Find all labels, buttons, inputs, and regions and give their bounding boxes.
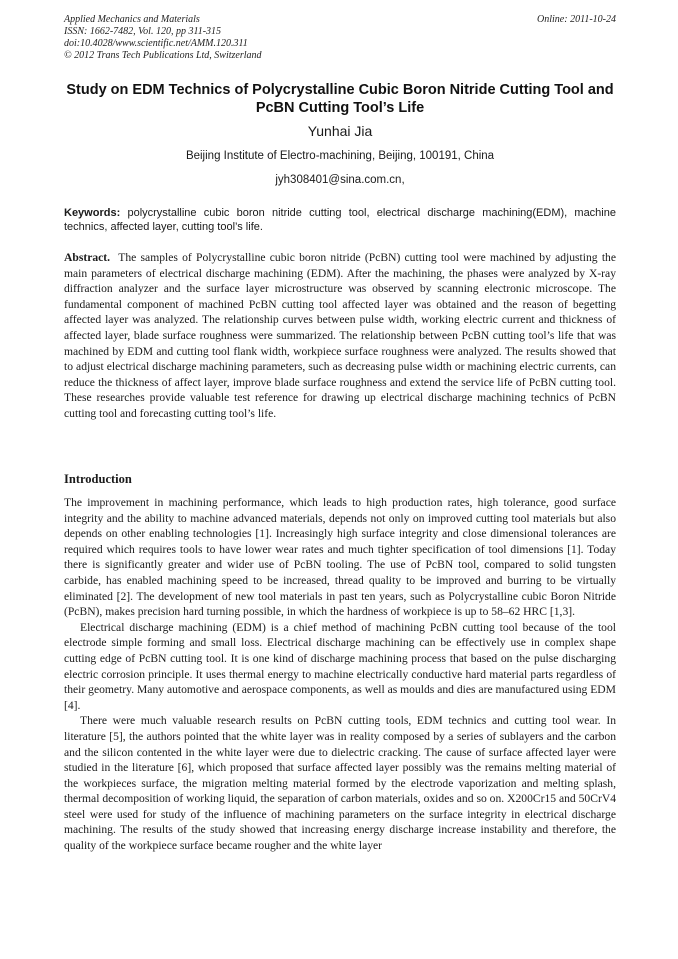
keywords-label: Keywords: [64,207,121,219]
copyright-line: © 2012 Trans Tech Publications Ltd, Switzerland [64,50,262,61]
paragraph: Electrical discharge machining (EDM) is a chief method of machining PcBN cutting tool because of the tool electrode simple forming and small loss. Electrical discharge machining can be effectively use in complex shape cutting edge of PcBN cutting tool. It is one kind of discharge machining process that based on the pulse discharging electric corrosion principle. It uses thermal energy to machine electrically conductive hard material parts regardless of their geometry. Many automotive and aerospace components, as well as moulds and dies are manufactured using EDM [4]. [64,620,616,712]
introduction-body [64,495,616,854]
keywords-text: polycrystalline cubic boron nitride cutting tool, electrical discharge machining(EDM), machine technics, affected layer, cutting tool’s life. [64,207,616,233]
author-email: jyh308401@sina.com.cn, [275,174,405,186]
keywords-block [64,206,616,234]
author-affiliation: Beijing Institute of Electro-machining, Beijing, 100191, China [185,150,495,162]
paragraph: There were much valuable research results on PcBN cutting tools, EDM technics and cutting tool wear. In literature [5], the authors pointed that the white layer was in reality composed by a series of sublayers and the carbon and the silicon contented in the white layer were due to dielectric cracking. The cause of surface affected layer were studied in the literature [6], which proposed that surface affected layer possibly was the remains melting material of the workpieces surface, the migration melting material formed by the electrode vaporization and melting splash, thermal decomposition of working liquid, the separation of carbon materials, oxides and so on. X200Cr15 and 50CrV4 steel were used for study of the influence of machining parameters on the surface integrity in electrical discharge machining. The results of the study showed that increasing energy discharge increase instability and therefore, the quality of the workpiece surface became rougher and the white layer [64,714,616,853]
online-date: Online: 2011-10-24 [537,14,616,25]
doi-line: doi:10.4028/www.scientific.net/AMM.120.311 [64,38,248,49]
journal-header [64,14,616,62]
abstract-text: The samples of Polycrystalline cubic boron nitride (PcBN) cutting tool were machined by adjusting the main parameters of electrical discharge machining (EDM). After the machining, the phases were analyzed by X-ray diffraction analyzer and the surface layer microstructure was observed by scanning electronic microscope. The fundamental component of machined PcBN cutting tool affected layer was obtained and the reason of begetting affected layer was analyzed. The relationship curves between pulse width, working electric current and thickness of affected layer, blade surface roughness were summarized. The relationship between PcBN cutting tool’s life that was machined by EDM and cutting tool flank width, workpiece surface roughness were analyzed. The results showed that to adjust electrical discharge machining parameters, such as decreasing pulse width or machining electric currents, can reduce the thickness of affect layer, improve blade surface roughness and extend the service life of PcBN cutting tool. These researches provide valuable test reference for drawing up electrical discharge machining technics of PcBN cutting tool and forecasting cutting tool’s life. [64,251,616,420]
issn-line: ISSN: 1662-7482, Vol. 120, pp 311-315 [64,26,222,37]
paragraph: The improvement in machining performance, which leads to high production rates, high tolerance, good surface integrity and the ability to machine advanced materials, depends not only on improved cutting tool materials but also depends on other enabling technologies [1]. Increasingly high surface integrity and close dimensional tolerances are required which requires tools to have lower wear rates and much tighter specification of tool dimensions [1]. Today there is significantly greater and wider use of PcBN tooling. The use of PcBN tool, compared to solid tungsten carbide, has enabled machining speed to be increased, thread quality to be improved and burring to be virtually eliminated [2]. The development of new tool materials in past ten years, such as Polycrystalline cubic Boron Nitride (PcBN), makes precision hard turning possible, in which the hardness of workpiece is up to 58–62 HRC [1,3]. [64,496,616,619]
paper-title: Study on EDM Technics of Polycrystalline Cubic Boron Nitride Cutting Tool and PcBN Cutting Tool’s Life [66,82,614,116]
section-heading-introduction: Introduction [64,472,132,486]
author-name: Yunhai Jia [307,123,373,139]
journal-name: Applied Mechanics and Materials [64,14,200,25]
abstract-label: Abstract. [64,251,111,264]
abstract-block [64,250,616,422]
